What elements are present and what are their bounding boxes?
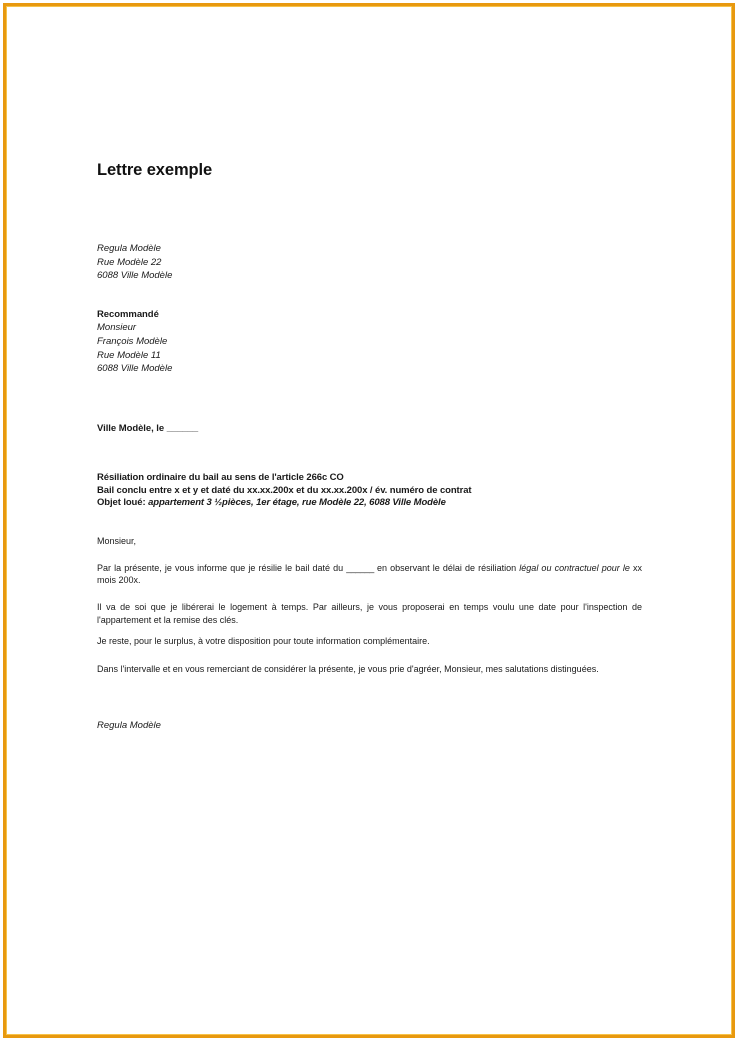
recipient-salutation: Monsieur [97,322,137,334]
delivery-method-label: Recommandé [97,308,159,320]
signature-name: Regula Modèle [97,720,161,731]
rented-object-label: Objet loué: [97,497,149,509]
subject-line-3 [97,497,642,509]
recipient-address-block [97,308,642,376]
paragraph-1-part-2: en observant le délai de résiliation [373,562,520,573]
paragraph-1-part-3: xx mois 200x. [97,562,642,585]
body-salutation: Monsieur, [97,535,137,546]
paragraph-1-part-1: Par la présente, je vous informe que je résilie le bail daté du [97,562,347,573]
sender-street: Rue Modèle 22 [97,256,162,268]
subject-line-1: Résiliation ordinaire du bail au sens de l'article 266c CO [97,472,344,484]
body-paragraph-4: Dans l'intervalle et en vous remerciant de considérer la présente, je vous prie d'agréer, Monsieur, mes salutations distinguées. [97,663,599,674]
recipient-city: 6088 Ville Modèle [97,363,173,375]
page-title: Lettre exemple [97,161,213,179]
subject-block [97,472,642,509]
sender-city: 6088 Ville Modèle [97,270,173,282]
recipient-name: François Modèle [97,335,168,347]
paragraph-1-italic-note: légal ou contractuel pour le [519,562,630,573]
recipient-street: Rue Modèle 11 [97,349,161,361]
rented-object-value: appartement 3 ½pièces, 1er étage, rue Modèle 22, 6088 Ville Modèle [148,497,446,509]
sender-address-block [97,242,642,283]
subject-line-2: Bail conclu entre x et y et daté du xx.xx.200x et du xx.xx.200x / év. numéro de contrat [97,484,472,496]
body-paragraph-1 [97,562,642,587]
date-blank-field: ______ [346,562,374,573]
body-paragraph-2: Il va de soi que je libérerai le logement à temps. Par ailleurs, je vous proposerai en temps voulu une date pour l'inspection de l'appartement et la remise des clés. [97,602,642,625]
sender-name: Regula Modèle [97,243,161,254]
letter-content [97,160,642,732]
body-paragraph-3: Je reste, pour le surplus, à votre disposition pour toute information complémentaire. [97,636,430,647]
place-and-date-line: Ville Modèle, le ______ [97,422,199,434]
